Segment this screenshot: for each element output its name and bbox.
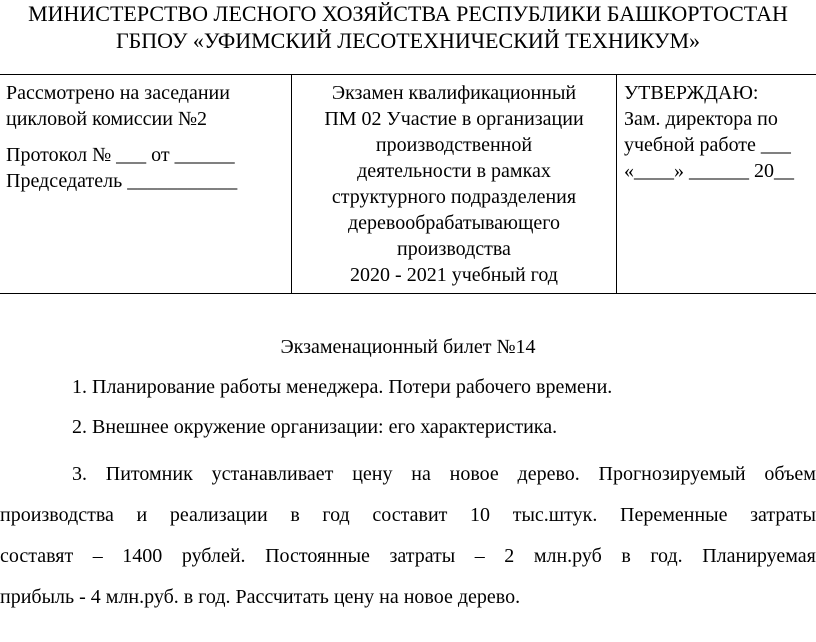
- question-3-line: [0, 577, 816, 618]
- question-3-word: 3.: [72, 463, 87, 485]
- question-3: [0, 454, 816, 618]
- approval-cell: [617, 75, 816, 293]
- question-3-word: новое: [449, 463, 499, 485]
- question-3-word: объем: [764, 463, 816, 485]
- approver-title-1: Зам. директора по: [624, 108, 778, 130]
- ministry-name: МИНИСТЕРСТВО ЛЕСНОГО ХОЗЯЙСТВА РЕСПУБЛИКИ БАШКОРТОСТАН: [28, 1, 788, 26]
- question-3-word: затраты: [389, 545, 456, 567]
- question-3-word: цену: [352, 463, 393, 485]
- question-3-word: реализации: [169, 504, 268, 526]
- question-3-word: в: [621, 545, 631, 567]
- document-header: [0, 0, 816, 54]
- exam-description-cell: [291, 75, 617, 293]
- question-3-word: Планируемая: [702, 545, 816, 567]
- exam-line: деятельности в рамках: [357, 160, 551, 182]
- question-3-word: 10: [470, 504, 491, 526]
- question-3-word: составят: [0, 545, 74, 567]
- question-3-line: [0, 536, 816, 577]
- question-3-word: производства: [0, 504, 114, 526]
- review-line-2: цикловой комиссии №2: [6, 108, 208, 130]
- institution-name: ГБПОУ «УФИМСКИЙ ЛЕСОТЕХНИЧЕСКИЙ ТЕХНИКУМ»: [115, 28, 701, 53]
- question-3-word: –: [92, 545, 103, 567]
- approval-date: «____» ______ 20__: [624, 160, 794, 182]
- question-3-word: 1400: [122, 545, 163, 567]
- question-3-word: год.: [650, 545, 683, 567]
- approve-heading: УТВЕРЖДАЮ:: [624, 82, 759, 104]
- question-3-word: –: [474, 545, 485, 567]
- question-3-word: год: [322, 504, 350, 526]
- question-3-word: Питомник: [105, 463, 193, 485]
- question-3-word: Постоянные: [265, 545, 370, 567]
- question-3-word: составит: [372, 504, 448, 526]
- question-3-word: 2: [504, 545, 515, 567]
- exam-line: производственной: [375, 134, 533, 156]
- question-3-word: дерево.: [517, 463, 580, 485]
- question-3-word: и: [136, 504, 148, 526]
- question-3-line: [0, 454, 816, 495]
- question-3-word: рублей.: [181, 545, 246, 567]
- question-3-word: устанавливает: [211, 463, 334, 485]
- exam-line: Экзамен квалификационный: [331, 82, 577, 104]
- question-3-word: затраты: [750, 504, 816, 526]
- review-line-1: Рассмотрено на заседании: [6, 82, 230, 104]
- exam-line: структурного подразделения: [331, 186, 577, 208]
- question-3-word: прибыль - 4 млн.руб. в год. Рассчитать цену на новое дерево.: [0, 586, 521, 608]
- approval-table: [0, 74, 816, 294]
- question-2: 2. Внешнее окружение организации: его характеристика.: [72, 416, 558, 438]
- question-3-word: в: [290, 504, 300, 526]
- chairman-line: Председатель ___________: [6, 170, 238, 192]
- question-3-word: Переменные: [620, 504, 728, 526]
- exam-line: производства: [397, 238, 511, 260]
- approver-title-2: учебной работе ___: [624, 134, 791, 156]
- question-1: 1. Планирование работы менеджера. Потери рабочего времени.: [72, 376, 613, 398]
- question-3-word: Прогнозируемый: [598, 463, 746, 485]
- question-3-line: [0, 495, 816, 536]
- question-3-word: тыс.штук.: [512, 504, 598, 526]
- academic-year: 2020 - 2021 учебный год: [350, 264, 558, 286]
- question-3-word: на: [411, 463, 431, 485]
- exam-line: деревообрабатывающего: [348, 212, 560, 234]
- exam-line: ПМ 02 Участие в организации: [324, 108, 584, 130]
- protocol-line: Протокол № ___ от ______: [6, 144, 235, 166]
- review-cell: [0, 75, 291, 293]
- question-3-word: млн.руб: [533, 545, 602, 567]
- ticket-title: Экзаменационный билет №14: [280, 336, 536, 358]
